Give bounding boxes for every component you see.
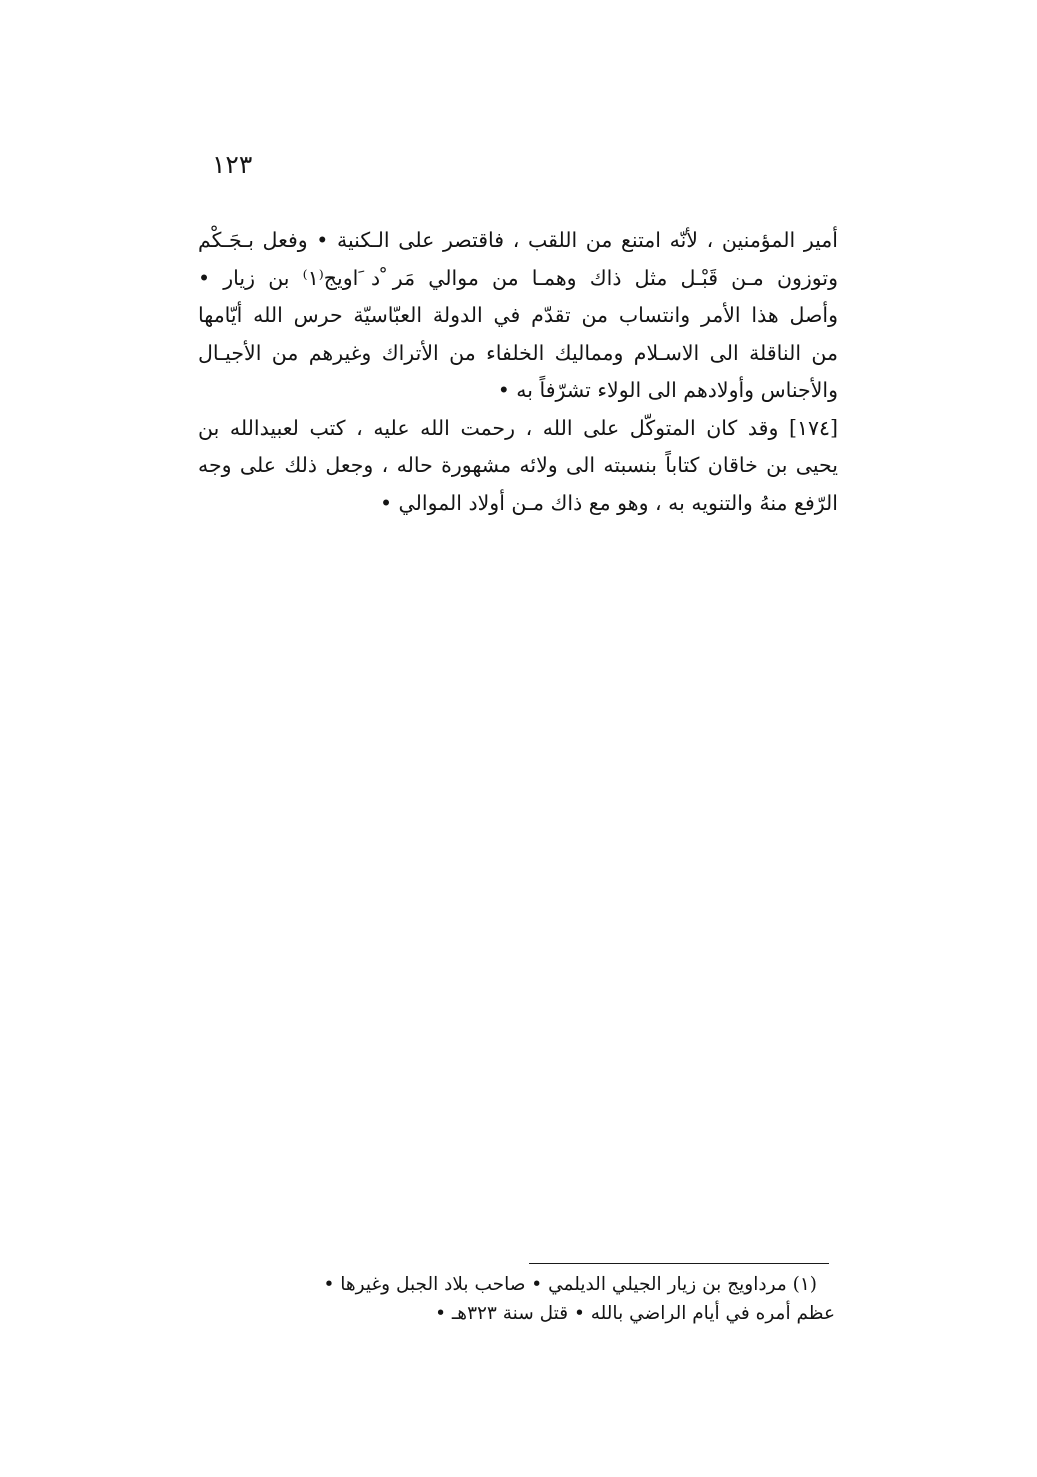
page-number: ١٢٣ [212, 150, 253, 179]
footnotes [185, 1270, 835, 1328]
body-line: الرّفع منهُ والتنويه به ، وهو مع ذاك مـن أولاد الموالي • [379, 490, 838, 515]
body-line: أمير المؤمنين ، لأنّه امتنع من اللقب ، فاقتصر على الـكنية • وفعل بـجَـكْم [198, 228, 838, 252]
body-line: يحيى بن خاقان كتاباً بنسبته الى ولائه مشهورة حاله ، وجعل ذلك على وجه [198, 453, 838, 477]
body-text [198, 222, 838, 522]
body-line: وتوزون مـن قَبْـل مثل ذاك وهمـا من موالي مَر ْد َاويج⁽١⁾ بن زيار • [198, 265, 838, 290]
body-line: وأصل هذا الأمر وانتساب من تقدّم في الدولة العبّاسيّة حرس الله أيّامها [198, 303, 838, 327]
body-line: [١٧٤] وقد كان المتوكّل على الله ، رحمت الله عليه ، كتب لعبيدالله بن [198, 415, 838, 440]
footnote-divider [529, 1263, 829, 1264]
body-line: من الناقلة الى الاسـلام ومماليك الخلفاء من الأتراك وغيرهم من الأجيـال [198, 340, 838, 365]
footnote-line: عظم أمره في أيام الراضي بالله • قتل سنة ٣٢٣هـ • [435, 1303, 835, 1324]
footnote-line: (١) مرداويج بن زيار الجيلي الديلمي • صاحب بلاد الجبل وغيرها • [323, 1274, 817, 1295]
body-line: والأجناس وأولادهم الى الولاء تشرّفاً به • [497, 378, 838, 402]
